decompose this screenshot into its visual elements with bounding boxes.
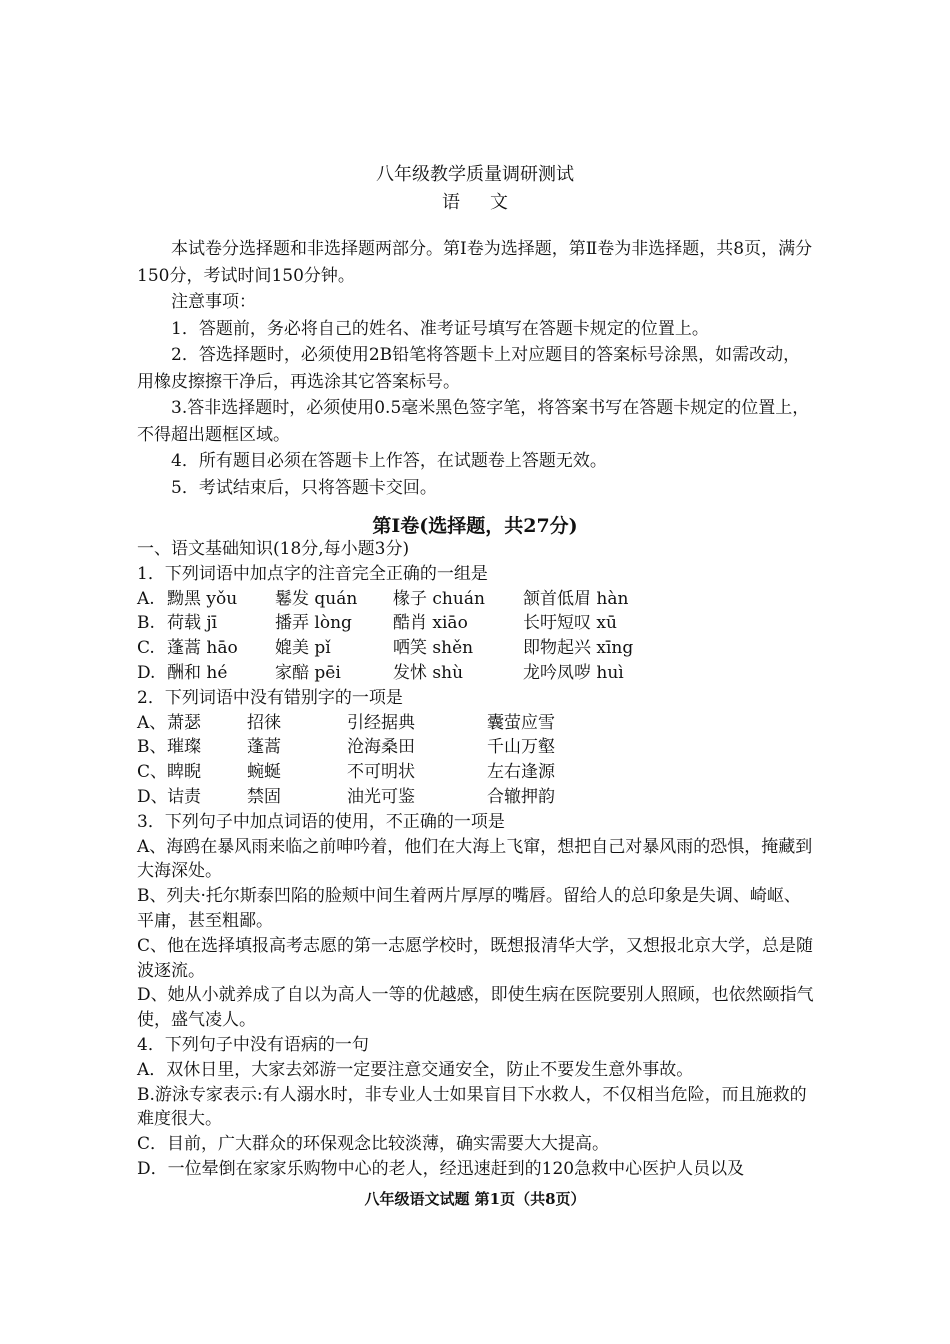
option-item: 家醅 pēi [275, 662, 341, 683]
option-item: 蓬蒿 hāo [167, 638, 238, 659]
option-item: 沧海桑田 [347, 737, 415, 758]
section-title: 第Ⅰ卷(选择题，共27分) [372, 515, 578, 537]
option-letter: D、 [137, 786, 168, 807]
note-item: 3.答非选择题时，必须使用0.5毫米黑色签字笔，将答案书写在答题卡规定的位置上，不得超出题框区域。 [137, 398, 810, 445]
option-item: 播弄 lòng [275, 613, 352, 634]
option-item: 即物起兴 xīng [523, 638, 634, 659]
question-stem: 2．下列词语中没有错别字的一项是 [137, 687, 403, 708]
q4-option-d: D．一位晕倒在家家乐购物中心的老人，经迅速赶到的120急救中心医护人员以及 [137, 1158, 745, 1179]
note-item: 4．所有题目必须在答题卡上作答，在试题卷上答题无效。 [171, 451, 607, 471]
option-item: 睥睨 [167, 762, 201, 783]
q4-option-a: A．双休日里，大家去郊游一定要注意交通安全，防止不要发生意外事故。 [137, 1059, 694, 1080]
option-letter: D. [137, 662, 156, 683]
option-item: 招徕 [247, 712, 281, 733]
note-item: 5．考试结束后，只将答题卡交回。 [171, 477, 437, 498]
option-item: 酷肖 xiāo [393, 613, 468, 634]
exam-subject: 语文 [442, 192, 538, 213]
option-item: 黝黑 yǒu [167, 588, 238, 609]
q1-option-a [137, 587, 817, 612]
q2-option-a [137, 711, 817, 736]
option-item: 禁固 [247, 786, 281, 807]
instructions [137, 236, 817, 501]
q2-option-c [137, 760, 817, 785]
option-item: 璀璨 [167, 737, 201, 758]
option-item: 颔首低眉 hàn [523, 588, 629, 609]
q3-option-b: B、列夫·托尔斯泰凹陷的脸颊中间生着两片厚厚的嘴唇。留给人的总印象是失调、崎岖、平庸，甚至粗鄙。 [137, 886, 801, 931]
q3-option-d: D、她从小就养成了自以为高人一等的优越感，即使生病在医院要别人照顾，也依然颐指气使，盛气凌人。 [137, 985, 814, 1031]
option-item: 油光可鉴 [347, 786, 415, 807]
option-item: 左右逢源 [487, 762, 555, 783]
q2-option-b [137, 735, 817, 760]
option-item: 长吁短叹 xū [523, 613, 617, 634]
option-item: 萧瑟 [167, 712, 201, 733]
question-stem: 3．下列句子中加点词语的使用，不正确的一项是 [137, 811, 505, 832]
option-item: 龙吟凤哕 huì [523, 662, 624, 683]
option-letter: C. [137, 638, 155, 659]
exam-title: 八年级教学质量调研测试 [376, 164, 574, 185]
intro-paragraph: 本试卷分选择题和非选择题两部分。第Ⅰ卷为选择题，第Ⅱ卷为非选择题，共8页，满分150分，考试时间150分钟。 [137, 239, 813, 286]
q2-option-d [137, 785, 817, 810]
q1-option-b [137, 611, 817, 636]
option-item: 诘责 [167, 786, 201, 807]
option-item: 鬈发 quán [275, 588, 358, 609]
question-stem: 4．下列句子中没有语病的一句 [137, 1034, 369, 1055]
option-item: 蜿蜒 [247, 762, 281, 783]
page-footer: 八年级语文试题 第1页（共8页） [364, 1190, 586, 1208]
q4-option-c: C．目前，广大群众的环保观念比较淡薄，确实需要大大提高。 [137, 1134, 610, 1155]
option-item: 千山万壑 [487, 737, 555, 758]
option-item: 蓬蒿 [247, 737, 281, 758]
option-letter: A、 [137, 712, 167, 733]
q1-option-d [137, 661, 817, 686]
option-item: 椽子 chuán [393, 588, 485, 609]
option-item: 酬和 hé [167, 662, 228, 683]
option-item: 荷载 jī [167, 613, 218, 634]
q1-option-c [137, 636, 817, 661]
note-item: 1．答题前，务必将自己的姓名、准考证号填写在答题卡规定的位置上。 [171, 318, 709, 339]
q3-option-a: A、海鸥在暴风雨来临之前呻吟着，他们在大海上飞窜，想把自己对暴风雨的恐惧，掩藏到大海深处。 [137, 836, 813, 882]
part-heading: 一、语文基础知识(18分,每小题3分) [137, 539, 410, 559]
option-item: 哂笑 shěn [393, 638, 474, 659]
option-letter: B. [137, 613, 155, 634]
option-letter: C、 [137, 762, 168, 783]
q4-option-b: B.游泳专家表示:有人溺水时，非专业人士如果盲目下水救人，不仅相当危险，而且施救的难度很大。 [137, 1084, 807, 1130]
option-item: 媲美 pǐ [275, 638, 331, 659]
note-item: 2．答选择题时，必须使用2B铅笔将答题卡上对应题目的答案标号涂黑，如需改动，用橡皮擦擦干净后，再选涂其它答案标号。 [137, 345, 801, 392]
option-item: 不可明状 [347, 762, 415, 783]
notice-label: 注意事项： [171, 292, 256, 312]
option-letter: B、 [137, 737, 167, 758]
option-item: 囊萤应雪 [487, 712, 555, 733]
question-stem: 1．下列词语中加点字的注音完全正确的一组是 [137, 563, 488, 584]
questions [137, 537, 817, 1182]
option-item: 引经据典 [347, 712, 415, 733]
option-letter: A. [137, 588, 155, 609]
option-item: 合辙押韵 [487, 786, 555, 807]
option-item: 发怵 shù [393, 662, 464, 683]
q3-option-c: C、他在选择填报高考志愿的第一志愿学校时，既想报清华大学，又想报北京大学，总是随波逐流。 [137, 935, 814, 981]
